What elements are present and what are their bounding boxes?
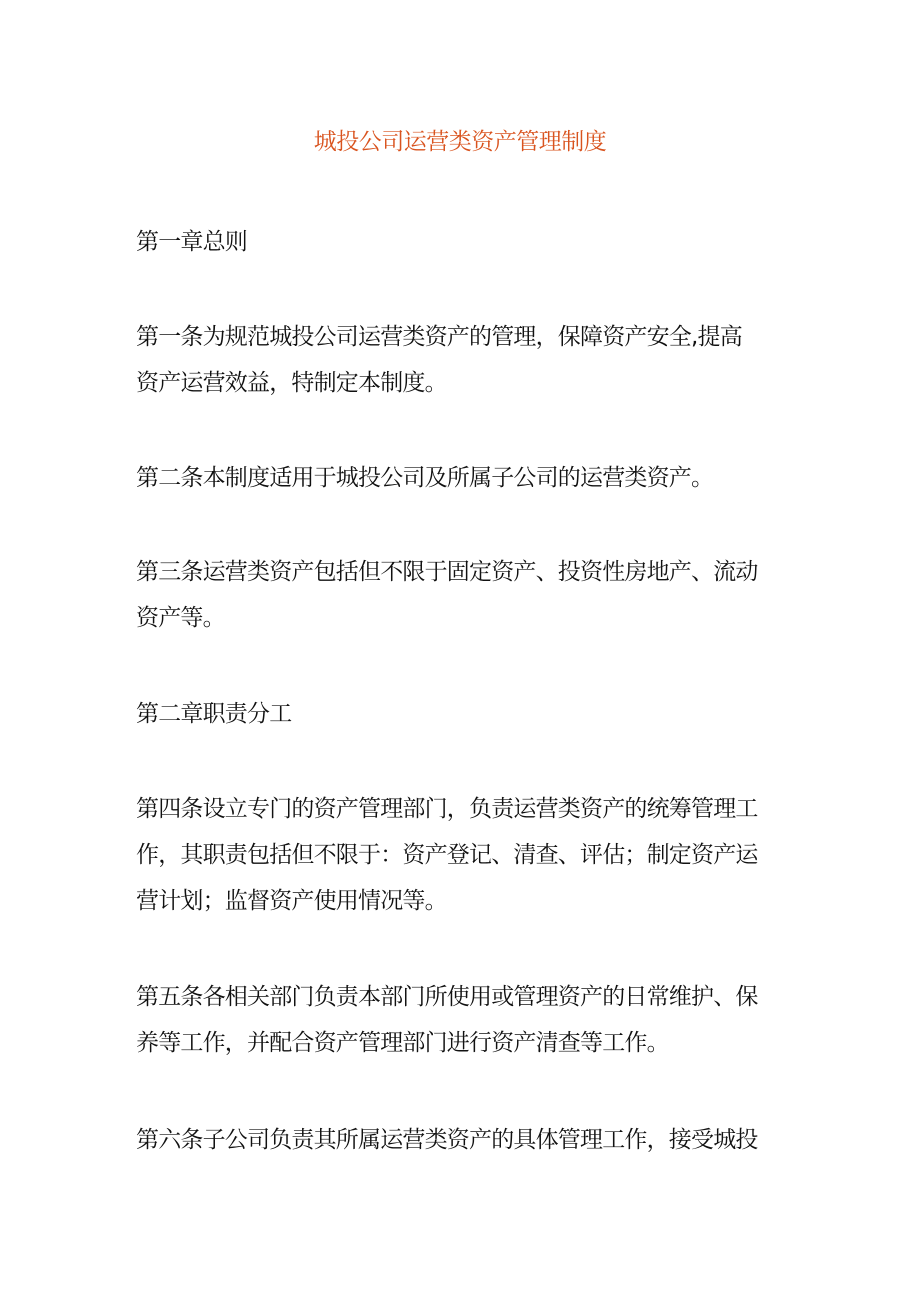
text-line: 第三条运营类资产包括但不限于固定资产、投资性房地产、流动 — [136, 559, 758, 585]
text-line: 资产运营效益，特制定本制度。 — [136, 370, 447, 396]
article-2 — [136, 455, 788, 501]
chapter-heading-general — [136, 219, 788, 265]
text-line: 第二章职责分工 — [136, 701, 292, 727]
document-title: 城投公司运营类资产管理制度 — [313, 129, 607, 155]
text-line: 第五条各相关部门负责本部门所使用或管理资产的日常维护、保 — [136, 984, 758, 1010]
article-6 — [136, 1117, 788, 1163]
article-1 — [136, 314, 788, 406]
text-line: 营计划；监督资产使用情况等。 — [136, 888, 447, 914]
text-line: 第二条本制度适用于城投公司及所属子公司的运营类资产。 — [136, 465, 714, 491]
text-line: 养等工作，并配合资产管理部门进行资产清查等工作。 — [136, 1030, 669, 1056]
text-line: 第四条设立专门的资产管理部门，负责运营类资产的统筹管理工 — [136, 796, 758, 822]
text-line: 资产等。 — [136, 605, 225, 631]
text-line: 第六条子公司负责其所属运营类资产的具体管理工作，接受城投 — [136, 1127, 758, 1153]
chapter-heading-responsibilities — [136, 691, 788, 737]
article-4 — [136, 786, 788, 924]
text-line: 作，其职责包括但不限于：资产登记、清查、评估；制定资产运 — [136, 842, 758, 868]
article-5 — [136, 974, 788, 1066]
text-line: 第一章总则 — [136, 229, 248, 255]
text-line: 第一条为规范城投公司运营类资产的管理，保障资产安全,提高 — [136, 324, 742, 350]
article-3 — [136, 549, 788, 641]
